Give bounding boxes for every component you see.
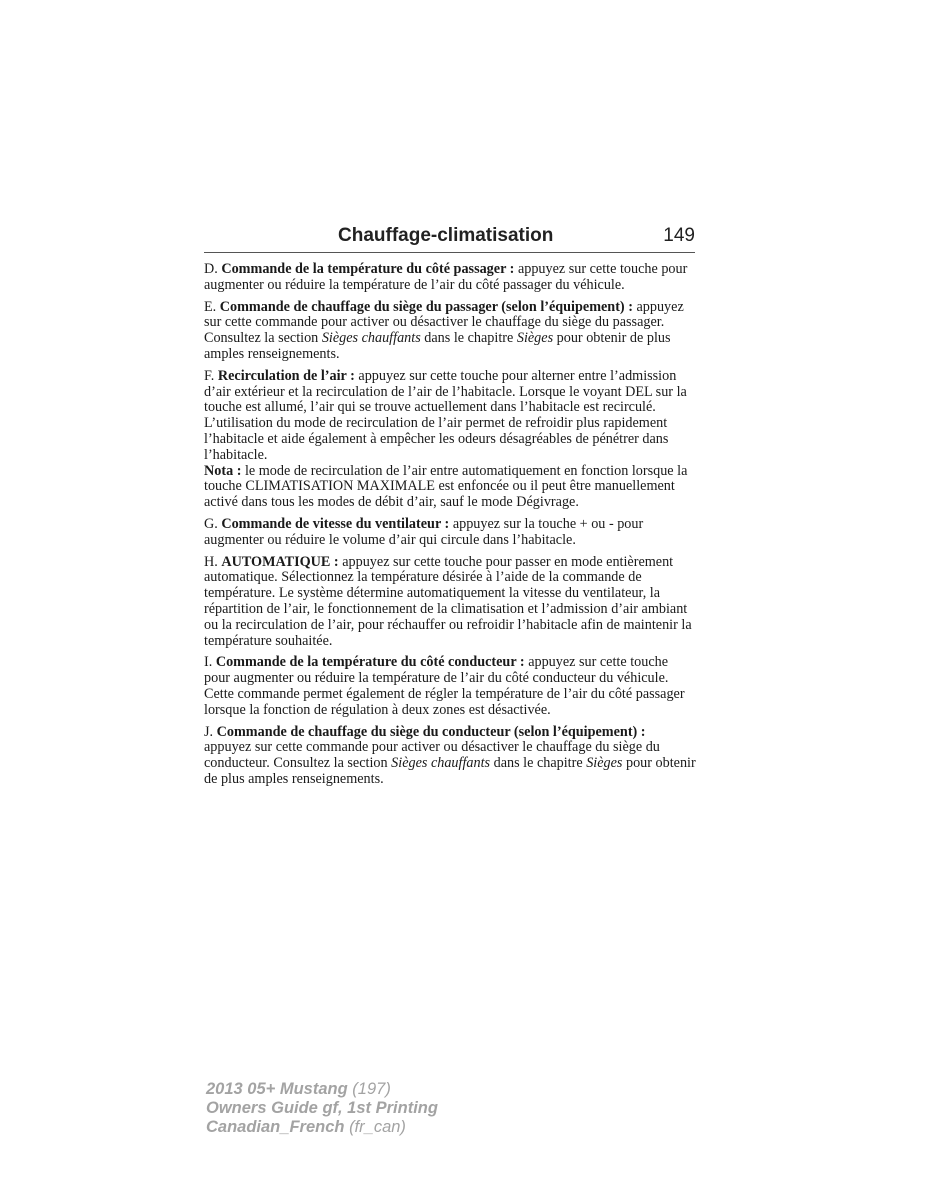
page-body	[204, 262, 696, 794]
item-heading: Commande de chauffage du siège du passager (selon l’équipement) :	[219, 298, 633, 315]
item-text: appuyez sur la touche + ou - pour augmenter ou réduire le volume d’air qui circule dans l’habitacle.	[204, 515, 644, 548]
item-d	[204, 262, 696, 294]
note-text: le mode de recirculation de l’air entre automatiquement en fonction lorsque la touche CLIMATISATION MAXIMALE est enfoncée ou il peut être manuellement activé dans tous les modes de débit d’air, sauf le mode Dégivrage.	[204, 462, 688, 511]
item-text: appuyez sur cette touche pour augmenter ou réduire la température de l’air du côté conducteur du véhicule.	[204, 654, 669, 687]
item-i	[204, 655, 696, 718]
item-heading: Commande de chauffage du siège du conducteur (selon l’équipement) :	[216, 723, 646, 740]
item-text: appuyez sur cette touche pour passer en mode entièrement automatique. Sélectionnez la température désirée à l’aide de la commande de température. Le système détermine automatiquement la vitesse du ventilateur, la répartition de l’air, le fonctionnement de la climatisation et l’admission d’air ambiant ou la recirculation de l’air, pour réchauffer ou refroidir l’habitacle afin de maintenir la température souhaitée.	[204, 553, 692, 649]
footer-line-3	[206, 1118, 438, 1137]
item-text: dans le chapitre	[493, 755, 583, 772]
footer-line-1	[206, 1080, 438, 1099]
item-text: dans le chapitre	[424, 330, 514, 347]
item-letter: F.	[204, 367, 215, 384]
item-heading: Commande de vitesse du ventilateur :	[221, 515, 450, 532]
item-extra: Cette commande permet également de régler la température de l’air du côté passager lorsque la fonction de régulation à deux zones est désactivée.	[204, 685, 685, 718]
item-reference: Sièges chauffants	[391, 755, 491, 772]
footer-language: Canadian_French	[206, 1118, 345, 1136]
item-f	[204, 369, 696, 511]
item-text: appuyez sur cette touche pour alterner entre l’admission d’air extérieur et la recirculation de l’air de l’habitacle. Lorsque le voyant DEL sur la touche est allumé, l’air qui se trouve actuellement dans l’habitacle est recirculé. L’utilisation du mode de recirculation de l’air permet de refroidir plus rapidement l’habitacle et aide également à empêcher les odeurs désagréables de pénétrer dans l’habitacle.	[204, 367, 687, 463]
note-label: Nota :	[204, 462, 242, 479]
item-main	[204, 369, 696, 464]
item-e	[204, 300, 696, 363]
item-text: pour obtenir de plus amples renseignements.	[204, 330, 671, 362]
item-text: appuyez sur cette commande pour activer ou désactiver le chauffage du siège du conducteur. Consultez la section	[204, 739, 660, 772]
item-letter: G.	[204, 515, 218, 532]
item-h	[204, 555, 696, 650]
footer-guide: Owners Guide gf, 1st Printing	[206, 1099, 438, 1117]
footer-locale: (fr_can)	[349, 1118, 406, 1136]
item-letter: I.	[204, 654, 213, 671]
item-letter: D.	[204, 261, 218, 277]
item-text: pour obtenir de plus amples renseignements.	[204, 755, 696, 787]
header-divider	[204, 252, 695, 253]
item-reference: Sièges	[516, 330, 554, 347]
footer-model: 2013 05+ Mustang	[206, 1080, 348, 1098]
item-heading: Commande de la température du côté passager :	[221, 261, 515, 277]
item-letter: E.	[204, 298, 217, 315]
item-g	[204, 517, 696, 549]
item-heading: Recirculation de l’air :	[217, 367, 355, 384]
item-note	[204, 464, 696, 511]
item-j	[204, 725, 696, 788]
item-reference: Sièges chauffants	[321, 330, 421, 347]
item-letter: H.	[204, 553, 218, 570]
item-text: appuyez sur cette touche pour augmenter ou réduire la température de l’air du côté passager du véhicule.	[204, 261, 688, 293]
section-title: Chauffage-climatisation	[338, 225, 554, 246]
item-heading: AUTOMATIQUE :	[221, 553, 339, 570]
item-letter: J.	[204, 723, 214, 740]
item-text: appuyez sur cette commande pour activer ou désactiver le chauffage du siège du passager. Consultez la section	[204, 298, 684, 347]
footer-code: (197)	[352, 1080, 391, 1098]
item-reference: Sièges	[586, 755, 623, 772]
page-header	[204, 224, 695, 250]
footer-line-2	[206, 1099, 438, 1118]
page-number: 149	[663, 225, 695, 246]
item-main	[204, 655, 696, 687]
print-footer	[206, 1080, 438, 1137]
item-heading: Commande de la température du côté conducteur :	[215, 654, 525, 671]
